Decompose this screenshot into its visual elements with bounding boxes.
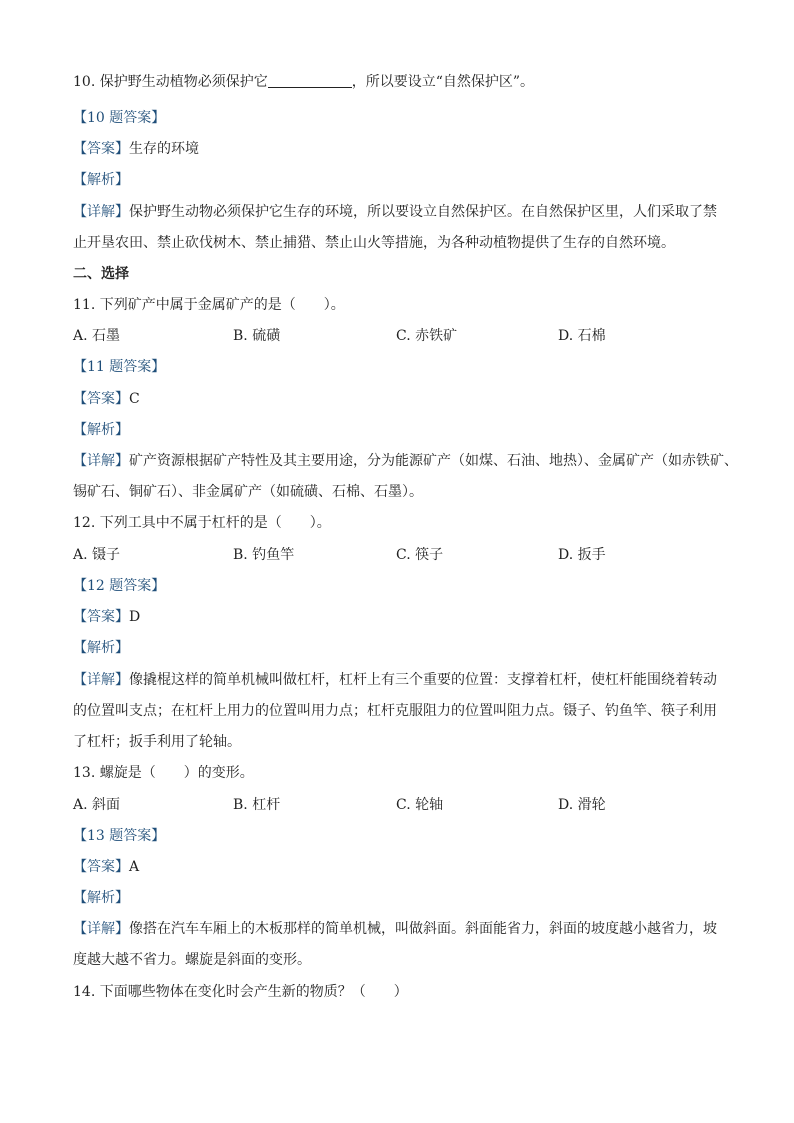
q13-option-a: A. 斜面 bbox=[73, 797, 121, 813]
q13-option-b: B. 杠杆 bbox=[233, 797, 281, 813]
q12-detail-text1: 像撬棍这样的简单机械叫做杠杆，杠杆上有三个重要的位置：支撑着杠杆，使杠杆能围绕着转动 bbox=[129, 672, 717, 688]
q13-detail-label: 【详解】 bbox=[73, 921, 129, 937]
q10-analysis-label: 【解析】 bbox=[73, 172, 129, 188]
q13-analysis-label: 【解析】 bbox=[73, 890, 129, 906]
q12-analysis-label: 【解析】 bbox=[73, 640, 129, 656]
q12-option-c: C. 筷子 bbox=[396, 547, 444, 563]
q11-detail-text1: 矿产资源根据矿产特性及其主要用途，分为能源矿产（如煤、石油、地热）、金属矿产（如赤铁矿、 bbox=[129, 453, 738, 469]
q11-option-a: A. 石墨 bbox=[73, 328, 121, 344]
q11-answer-header: 【11 题答案】 bbox=[73, 359, 166, 375]
q10-detail-label: 【详解】 bbox=[73, 204, 129, 220]
q11-detail-line1 bbox=[73, 451, 738, 471]
q13-detail-text1: 像搭在汽车车厢上的木板那样的简单机械，叫做斜面。斜面能省力，斜面的坡度越小越省力，坡 bbox=[129, 921, 717, 937]
q10-answer-value: 生存的环境 bbox=[129, 141, 199, 157]
q13-answer-value: A bbox=[129, 859, 140, 875]
q11-option-b: B. 硫磺 bbox=[233, 328, 281, 344]
q13-option-c: C. 轮轴 bbox=[396, 797, 444, 813]
q11-detail-line2: 锡矿石、铜矿石）、非金属矿产（如硫磺、石棉、石墨）。 bbox=[73, 484, 423, 500]
q12-answer-label: 【答案】 bbox=[73, 609, 129, 625]
q14-stem: 14. 下面哪些物体在变化时会产生新的物质？（ ） bbox=[73, 984, 408, 1000]
q13-option-d: D. 滑轮 bbox=[558, 797, 606, 813]
q12-detail-line1 bbox=[73, 670, 717, 690]
q11-analysis-label: 【解析】 bbox=[73, 422, 129, 438]
q10-detail-line1 bbox=[73, 202, 717, 222]
q11-option-d: D. 石棉 bbox=[558, 328, 606, 344]
q11-answer-label: 【答案】 bbox=[73, 391, 129, 407]
q13-detail-line1 bbox=[73, 919, 717, 939]
q13-detail-line2: 度越大越不省力。螺旋是斜面的变形。 bbox=[73, 952, 311, 968]
q12-option-d: D. 扳手 bbox=[558, 547, 606, 563]
q11-option-c: C. 赤铁矿 bbox=[396, 328, 458, 344]
q12-stem: 12. 下列工具中不属于杠杆的是（ ）。 bbox=[73, 515, 331, 531]
q12-detail-label: 【详解】 bbox=[73, 672, 129, 688]
q13-stem: 13. 螺旋是（ ）的变形。 bbox=[73, 765, 254, 781]
q12-detail-line2: 的位置叫支点；在杠杆上用力的位置叫用力点；杠杆克服阻力的位置叫阻力点。镊子、钓鱼竿、筷子利用 bbox=[73, 703, 717, 719]
q10-stem-part1: 10. 保护野生动植物必须保护它 bbox=[73, 74, 268, 90]
q12-answer-row bbox=[73, 607, 140, 627]
q10-stem bbox=[73, 72, 534, 92]
q10-answer-label: 【答案】 bbox=[73, 141, 129, 157]
q11-answer-value: C bbox=[129, 391, 140, 407]
q10-detail-line2: 止开垦农田、禁止砍伐树木、禁止捕猎、禁止山火等措施，为各种动植物提供了生存的自然环境。 bbox=[73, 235, 675, 251]
q13-answer-row bbox=[73, 857, 139, 877]
q11-detail-label: 【详解】 bbox=[73, 453, 129, 469]
q10-stem-part2: ，所以要设立“自然保护区”。 bbox=[351, 74, 535, 90]
q10-answer-header: 【10 题答案】 bbox=[73, 110, 166, 126]
q12-detail-line3: 了杠杆；扳手利用了轮轴。 bbox=[73, 734, 241, 750]
q10-detail-text1: 保护野生动物必须保护它生存的环境，所以要设立自然保护区。在自然保护区里，人们采取了禁 bbox=[129, 204, 717, 220]
q12-option-b: B. 钓鱼竿 bbox=[233, 547, 295, 563]
q11-stem: 11. 下列矿产中属于金属矿产的是（ ）。 bbox=[73, 297, 345, 313]
q10-answer-row bbox=[73, 139, 199, 159]
q12-answer-value: D bbox=[129, 609, 141, 625]
q12-answer-header: 【12 题答案】 bbox=[73, 578, 166, 594]
q11-answer-row bbox=[73, 389, 140, 409]
q13-answer-label: 【答案】 bbox=[73, 859, 129, 875]
q12-option-a: A. 镊子 bbox=[73, 547, 121, 563]
section-title: 二、选择 bbox=[73, 266, 129, 282]
q10-answer-blank bbox=[268, 73, 352, 88]
q13-answer-header: 【13 题答案】 bbox=[73, 828, 166, 844]
